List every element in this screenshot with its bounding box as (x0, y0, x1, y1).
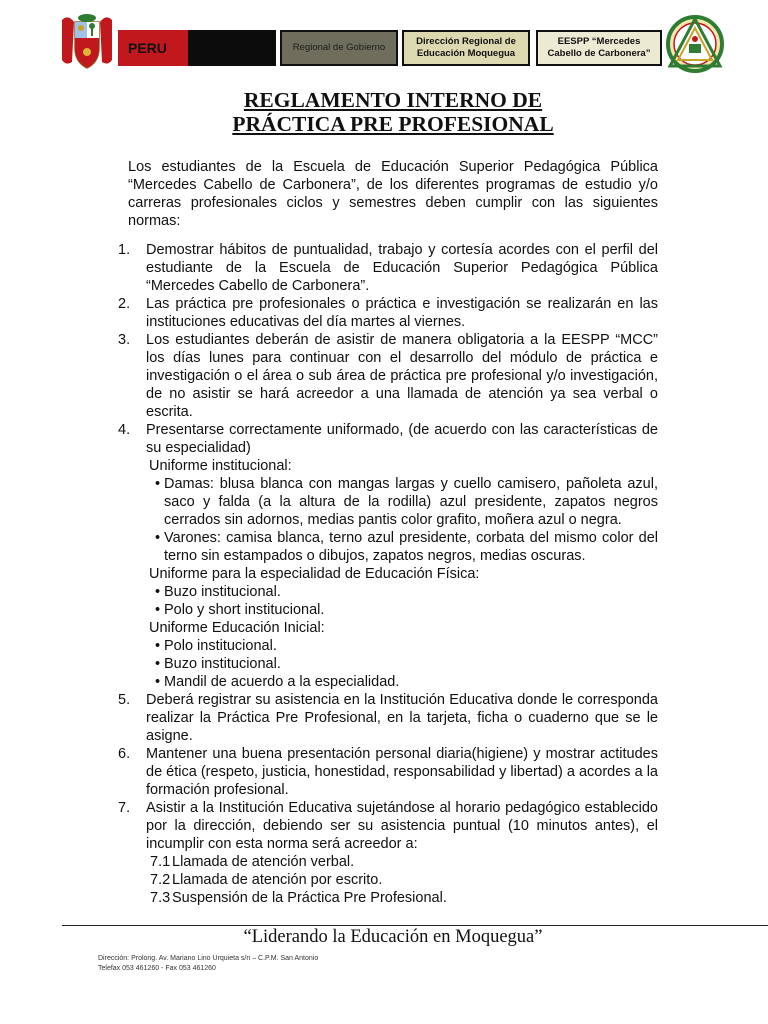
item-number: 4. (118, 422, 131, 438)
country-label: PERU (118, 30, 188, 66)
header-box-direccion: Dirección Regional de Educación Moquegua (402, 30, 530, 66)
bullet-text: Varones: camisa blanca, terno azul presidente, corbata del mismo color del terno sin estampados o dibujos, zapatos negros, medias oscuras. (164, 530, 658, 564)
document-title (0, 88, 768, 136)
footer-motto: “Liderando la Educación en Moquegua” (243, 927, 543, 947)
item-text: Asistir a la Institución Educativa sujetándose al horario pedagógico establecido por la dirección, debiendo ser su asistencia puntual (10 minutos antes), el incumplir con esta norma será acreedor a: (146, 800, 658, 852)
eespp-school-logo-icon (664, 14, 726, 74)
sanction-text: Llamada de atención por escrito. (172, 872, 383, 888)
sanction-item (0, 853, 768, 871)
bullet-item (0, 673, 658, 691)
bullet-icon: • (155, 530, 161, 546)
bullet-text: Polo institucional. (164, 638, 277, 654)
bullet-item (0, 637, 658, 655)
bullet-icon: • (155, 476, 161, 492)
bullet-text: Damas: blusa blanca con mangas largas y cuello camisero, pañoleta azul, saco y falda (a la altura de la rodilla) azul presidente, zapatos negros cerrados sin adornos, medias pantis color grafito, moñera azul o negra. (164, 476, 658, 528)
bullet-item (0, 655, 658, 673)
uniform-fisica-label: Uniforme para la especialidad de Educación Física: (149, 566, 480, 582)
title-line-1: REGLAMENTO INTERNO DE (243, 88, 543, 112)
uniform-inicial-label: Uniforme Educación Inicial: (149, 620, 325, 636)
bullet-item (0, 601, 658, 619)
list-item (0, 295, 658, 331)
header-box-eespp: EESPP “Mercedes Cabello de Carbonera” (536, 30, 662, 66)
item-number: 7. (118, 800, 131, 816)
bullet-icon: • (155, 584, 161, 600)
rules-list (0, 241, 768, 907)
bullet-icon: • (155, 674, 161, 690)
footer-address (98, 954, 318, 974)
sanction-item (0, 871, 768, 889)
title-line-2: PRÁCTICA PRE PROFESIONAL (232, 112, 554, 136)
item-number: 6. (118, 746, 131, 762)
bullet-icon: • (155, 656, 161, 672)
uniform-institucional-label: Uniforme institucional: (149, 458, 292, 474)
item-number: 3. (118, 332, 131, 348)
list-item (0, 331, 658, 421)
item-number: 5. (118, 692, 131, 708)
intro-paragraph: Los estudiantes de la Escuela de Educación Superior Pedagógica Pública “Mercedes Cabello de Carbonera”, de los diferentes programas de estudio y/o carreras profesionales ciclos y semestres deben cumplir con las siguientes normas: (128, 159, 658, 229)
list-item (0, 691, 658, 745)
bullet-icon: • (155, 602, 161, 618)
sanction-text: Llamada de atención verbal. (172, 854, 355, 870)
item-text: Presentarse correctamente uniformado, (de acuerdo con las características de su especialidad) (146, 422, 658, 456)
footer-address-line: Dirección: Prolong. Av. Mariano Lino Urquieta s/n – C.P.M. San Antonio (98, 955, 319, 962)
list-item (0, 421, 658, 457)
bullet-text: Mandil de acuerdo a la especialidad. (164, 674, 400, 690)
header-box-regional: Regional de Gobierno (280, 30, 398, 66)
bullet-item (0, 475, 658, 529)
list-item (0, 745, 658, 799)
sanction-number: 7.3 (150, 890, 171, 906)
letterhead (0, 0, 768, 80)
sanction-number: 7.1 (150, 854, 171, 870)
list-item (0, 799, 658, 853)
bullet-item (0, 583, 658, 601)
footer-phone-line: Telefax 053 461260 - Fax 053 461260 (98, 965, 216, 972)
item-text: Las práctica pre profesionales o práctica e investigación se realizarán en las instituciones educativas del día martes al viernes. (146, 296, 658, 330)
item-text: Los estudiantes deberán de asistir de manera obligatoria a la EESPP “MCC” los días lunes para continuar con el desarrollo del módulo de práctica e investigación o el área o sub área de práctica pre profesional y/o investigación, de no asistir se hará acreedor a una llamada de atención ya sea verbal o escrita. (146, 332, 658, 420)
sanction-text: Suspensión de la Práctica Pre Profesional. (172, 890, 447, 906)
item-text: Demostrar hábitos de puntualidad, trabajo y cortesía acordes con el perfil del estudiante de la Escuela de Educación Superior Pedagógica Pública “Mercedes Cabello de Carbonera”. (146, 242, 658, 294)
bullet-text: Buzo institucional. (164, 584, 281, 600)
bullet-text: Polo y short institucional. (164, 602, 325, 618)
bullet-item (0, 529, 658, 565)
bullet-text: Buzo institucional. (164, 656, 281, 672)
item-number: 2. (118, 296, 131, 312)
item-text: Mantener una buena presentación personal diaria(higiene) y mostrar actitudes de ética (respeto, justicia, honestidad, responsabilidad y libertad) a acordes a la formación profesional. (146, 746, 658, 798)
bullet-icon: • (155, 638, 161, 654)
list-item (0, 241, 658, 295)
peru-coat-of-arms-icon (58, 12, 116, 72)
item-text: Deberá registrar su asistencia en la Institución Educativa donde le corresponda realizar la Práctica Pre Profesional, en la tarjeta, ficha o cuaderno que se le asigne. (146, 692, 658, 744)
sanction-number: 7.2 (150, 872, 171, 888)
sanction-item (0, 889, 768, 907)
item-number: 1. (118, 242, 131, 258)
header-black-band (188, 30, 276, 66)
